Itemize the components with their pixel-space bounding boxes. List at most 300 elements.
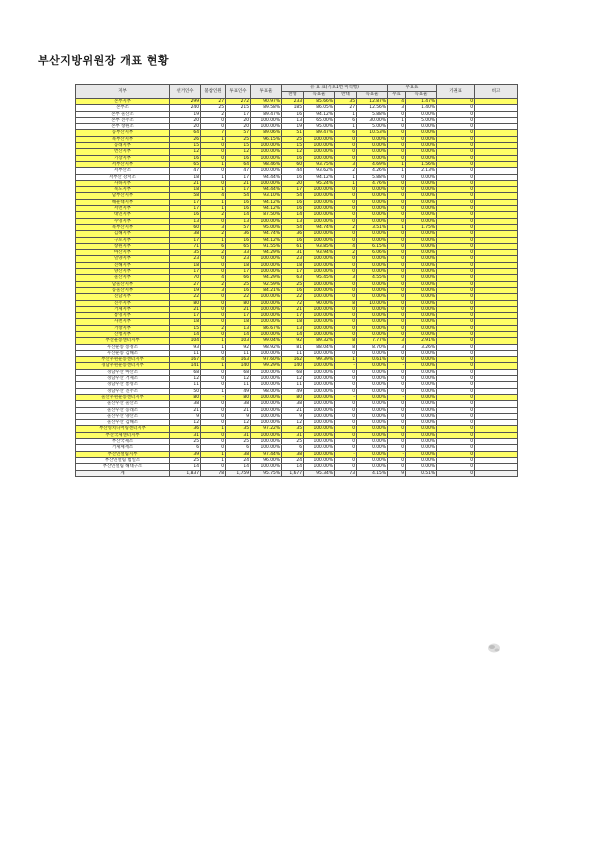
invalid-cell: 0 [388,401,406,407]
yes-rate-cell: 100.00% [304,451,335,457]
no-cell: 0 [335,306,357,312]
turnout-cell: 100.00% [251,256,282,262]
abstain-cell: 0 [437,426,475,432]
yes-rate-cell: 99.39% [304,357,335,363]
absent-cell: 2 [201,111,226,117]
invalid-cell: 0 [388,199,406,205]
abstain-cell: 0 [437,187,475,193]
invalid-rate-cell: 0.00% [406,388,437,394]
no-rate-cell: 0.00% [357,445,388,451]
voters-cell: 80 [226,394,251,400]
yes-rate-cell: 100.00% [304,350,335,356]
voters-cell: 25 [226,136,251,142]
turnout-cell: 92.59% [251,281,282,287]
no-cell: 0 [335,294,357,300]
header-yes-rate: 득표율 [304,92,335,99]
no-cell: 0 [335,281,357,287]
yes-rate-cell: 100.00% [304,319,335,325]
electors-cell: 60 [170,224,201,230]
no-cell: 0 [335,287,357,293]
voters-cell: 21 [226,180,251,186]
invalid-rate-cell: 0.00% [406,357,437,363]
no-cell: 0 [335,237,357,243]
turnout-cell: 90.97% [251,99,282,105]
abstain-cell: 0 [437,382,475,388]
header-electors: 선거인수 [170,85,201,99]
no-rate-cell: 6.15% [357,243,388,249]
no-rate-cell: 0.00% [357,262,388,268]
turnout-cell: 100.00% [251,168,282,174]
abstain-cell: 0 [437,124,475,130]
electors-cell: 80 [170,300,201,306]
turnout-cell: 100.00% [251,149,282,155]
electors-cell: 18 [170,319,201,325]
branch-name-cell: 김해지부 [76,231,170,237]
no-cell: 0 [335,439,357,445]
invalid-rate-cell: 0.00% [406,306,437,312]
absent-cell: 0 [201,149,226,155]
no-cell: 1 [335,180,357,186]
no-cell: 0 [335,262,357,268]
invalid-cell: 0 [388,350,406,356]
yes-cell: 13 [282,218,304,224]
abstain-cell: 0 [437,155,475,161]
voters-cell: 12 [226,376,251,382]
abstain-cell: 0 [437,105,475,111]
electors-cell: 50 [170,388,201,394]
turnout-cell: 100.00% [251,445,282,451]
yes-cell: 19 [282,124,304,130]
invalid-cell: 0 [388,357,406,363]
invalid-rate-cell: 0.00% [406,300,437,306]
turnout-cell: 89.47% [251,111,282,117]
electors-cell: 15 [170,325,201,331]
no-rate-cell: 10.53% [357,130,388,136]
yes-rate-cell: 100.00% [304,193,335,199]
voters-cell: 31 [226,432,251,438]
yes-rate-cell: 100.00% [304,439,335,445]
voters-cell: 272 [226,99,251,105]
yes-rate-cell: 100.00% [304,426,335,432]
yes-rate-cell: 100.00% [304,262,335,268]
absent-cell: 0 [201,376,226,382]
electors-cell: 13 [170,218,201,224]
invalid-cell: 3 [388,344,406,350]
electors-cell: 20 [170,117,201,123]
yes-rate-cell: 100.00% [304,256,335,262]
absent-cell: 1 [201,174,226,180]
no-rate-cell: 12.87% [357,99,388,105]
yes-cell: 15 [282,143,304,149]
no-rate-cell: 0.00% [357,199,388,205]
no-rate-cell: 0.00% [357,413,388,419]
invalid-cell: 0 [388,130,406,136]
yes-cell: 24 [282,457,304,463]
electors-cell: 1,837 [170,470,201,476]
no-cell: 0 [335,401,357,407]
branch-name-cell: 본부 울산소 [76,111,170,117]
electors-cell: 17 [170,269,201,275]
header-yes: 찬성 [282,92,304,99]
electors-cell: 47 [170,168,201,174]
turnout-cell: 86.67% [251,325,282,331]
branch-name-cell: 수영지부 [76,218,170,224]
invalid-cell: 0 [388,457,406,463]
voters-cell: 38 [226,401,251,407]
yes-rate-cell: 95.00% [304,124,335,130]
invalid-rate-cell: 0.00% [406,401,437,407]
absent-cell: 1 [201,388,226,394]
branch-name-cell: 사천지부 [76,319,170,325]
branch-name-cell: 북도지부 [76,187,170,193]
invalid-rate-cell: 0.00% [406,199,437,205]
turnout-cell: 94.44% [251,174,282,180]
turnout-cell: 94.29% [251,275,282,281]
invalid-cell: 1 [388,161,406,167]
no-rate-cell: 0.00% [357,439,388,445]
yes-cell: 17 [282,313,304,319]
no-cell: 0 [335,231,357,237]
turnout-cell: 100.00% [251,155,282,161]
voters-cell: 18 [226,319,251,325]
yes-cell: 31 [282,250,304,256]
absent-cell: 0 [201,439,226,445]
abstain-cell: 0 [437,281,475,287]
yes-cell: 17 [282,187,304,193]
yes-cell: 21 [282,306,304,312]
invalid-cell: 0 [388,155,406,161]
electors-cell: 80 [170,394,201,400]
turnout-cell: 100.00% [251,313,282,319]
absent-cell: 0 [201,269,226,275]
yes-cell: 13 [282,117,304,123]
no-rate-cell: 0.00% [357,457,388,463]
invalid-rate-cell: 0.00% [406,281,437,287]
yes-rate-cell: 100.00% [304,294,335,300]
abstain-cell: 0 [437,224,475,230]
voters-cell: 57 [226,130,251,136]
header-invalid-rate: 득표율 [406,92,437,99]
invalid-rate-cell: 0.00% [406,457,437,463]
no-rate-cell: 0.00% [357,281,388,287]
abstain-cell: 0 [437,407,475,413]
no-cell: 0 [335,413,357,419]
absent-cell: 1 [201,344,226,350]
branch-name-cell: 서부산지부 [76,161,170,167]
no-rate-cell: 0.00% [357,363,388,369]
absent-cell: 0 [201,300,226,306]
branch-name-cell: 진해지부 [76,262,170,268]
abstain-cell: 0 [437,168,475,174]
turnout-cell: 100.00% [251,394,282,400]
absent-cell: 0 [201,413,226,419]
turnout-cell: 96.15% [251,136,282,142]
table-body [76,99,518,477]
abstain-cell: 0 [437,325,475,331]
turnout-cell: 100.00% [251,439,282,445]
electors-cell: 19 [170,287,201,293]
absent-cell: 0 [201,401,226,407]
no-cell: 0 [335,319,357,325]
branch-name-cell: 경남우산 진주소 [76,388,170,394]
invalid-rate-cell: 0.00% [406,363,437,369]
voters-cell: 18 [226,262,251,268]
yes-cell: 162 [282,357,304,363]
voters-cell: 6 [226,445,251,451]
branch-name-cell: 사하지부 [76,180,170,186]
turnout-cell: 100.00% [251,294,282,300]
turnout-cell: 100.00% [251,117,282,123]
absent-cell: 0 [201,464,226,470]
invalid-rate-cell: 0.00% [406,136,437,142]
voters-cell: 16 [226,237,251,243]
invalid-cell: 0 [388,193,406,199]
invalid-rate-cell: 0.00% [406,275,437,281]
turnout-cell: 99.29% [251,363,282,369]
turnout-cell: 97.44% [251,451,282,457]
no-cell: 3 [335,161,357,167]
yes-rate-cell: 100.00% [304,155,335,161]
absent-cell: 0 [201,155,226,161]
yes-rate-cell: 100.00% [304,313,335,319]
absent-cell: 1 [201,363,226,369]
no-rate-cell: 0.00% [357,287,388,293]
no-cell: 4 [335,243,357,249]
invalid-rate-cell: 0.00% [406,250,437,256]
voters-cell: 25 [226,281,251,287]
turnout-cell: 89.06% [251,130,282,136]
no-cell: 1 [335,174,357,180]
yes-cell: 38 [282,401,304,407]
invalid-cell: 0 [388,206,406,212]
absent-cell: 4 [201,357,226,363]
invalid-rate-cell: 0.00% [406,143,437,149]
yes-cell: 92 [282,338,304,344]
voters-cell: 16 [226,155,251,161]
no-cell: 0 [335,464,357,470]
invalid-cell: 0 [388,111,406,117]
yes-cell: 6 [282,445,304,451]
yes-cell: 54 [282,224,304,230]
invalid-cell: 0 [388,269,406,275]
invalid-rate-cell: 0.00% [406,413,437,419]
yes-rate-cell: 100.00% [304,420,335,426]
turnout-cell: 94.44% [251,187,282,193]
electors-cell: 12 [170,420,201,426]
no-rate-cell: 10.00% [357,300,388,306]
yes-rate-cell: 94.74% [304,224,335,230]
absent-cell: 3 [201,224,226,230]
absent-cell: 3 [201,287,226,293]
invalid-rate-cell: 0.00% [406,174,437,180]
voters-cell: 1,759 [226,470,251,476]
no-cell: 0 [335,376,357,382]
yes-cell: 63 [282,275,304,281]
branch-name-cell: 본부지부 [76,99,170,105]
invalid-cell: 0 [388,382,406,388]
invalid-rate-cell: 1.47% [406,99,437,105]
abstain-cell: 0 [437,149,475,155]
yes-rate-cell: 95.45% [304,275,335,281]
yes-cell: 60 [282,161,304,167]
no-rate-cell: 30.00% [357,117,388,123]
abstain-cell: 0 [437,388,475,394]
no-cell: 0 [335,382,357,388]
invalid-cell: 0 [388,407,406,413]
branch-name-cell: 동부산지부 [76,130,170,136]
no-cell: 0 [335,256,357,262]
electors-cell: 27 [170,281,201,287]
turnout-cell: 87.50% [251,212,282,218]
no-rate-cell: 4.55% [357,275,388,281]
no-rate-cell: 5.88% [357,111,388,117]
invalid-cell: 0 [388,388,406,394]
absent-cell: - [201,394,226,400]
invalid-cell: 1 [388,224,406,230]
yes-rate-cell: 85.66% [304,99,335,105]
branch-name-cell: 서부산 강서소 [76,174,170,180]
invalid-cell: 0 [388,237,406,243]
abstain-cell: 0 [437,231,475,237]
electors-cell: 104 [170,338,201,344]
header-invalid-group: 무효표 [388,85,437,92]
branch-name-cell: 부산연설림 해대구소 [76,464,170,470]
no-rate-cell: 4.26% [357,168,388,174]
header-no: 반대 [335,92,357,99]
invalid-rate-cell: 3.26% [406,344,437,350]
voters-cell: 17 [226,187,251,193]
turnout-cell: 97.60% [251,357,282,363]
abstain-cell: 0 [437,117,475,123]
electors-cell: 18 [170,262,201,268]
branch-name-cell: 진남지부 [76,294,170,300]
branch-name-cell: 부산우편운송센터지부 [76,357,170,363]
abstain-cell: 0 [437,199,475,205]
invalid-rate-cell: 0.00% [406,149,437,155]
voters-cell: 66 [226,275,251,281]
invalid-rate-cell: 0.00% [406,319,437,325]
absent-cell: 0 [201,124,226,130]
abstain-cell: 0 [437,174,475,180]
electors-cell: 19 [170,111,201,117]
yes-rate-cell: 100.00% [304,231,335,237]
absent-cell: 1 [201,136,226,142]
branch-name-cell: 경남우산 통영소 [76,382,170,388]
turnout-cell: 95.75% [251,470,282,476]
invalid-rate-cell: 0.00% [406,432,437,438]
voters-cell: 64 [226,161,251,167]
no-cell: 1 [335,124,357,130]
absent-cell: 0 [201,407,226,413]
no-cell: 2 [335,250,357,256]
abstain-cell: 0 [437,212,475,218]
no-rate-cell: 0.00% [357,388,388,394]
branch-name-cell: 울산우편운송센터지부 [76,394,170,400]
invalid-cell: 0 [388,426,406,432]
branch-name-cell: 북부산지부 [76,224,170,230]
turnout-cell: 91.55% [251,243,282,249]
electors-cell: 70 [170,275,201,281]
invalid-cell: 0 [388,149,406,155]
absent-cell: 0 [201,180,226,186]
turnout-cell: 94.74% [251,231,282,237]
yes-rate-cell: 100.00% [304,136,335,142]
abstain-cell: 0 [437,111,475,117]
electors-cell: 31 [170,432,201,438]
branch-name-cell: 통영지부 [76,313,170,319]
absent-cell: 0 [201,218,226,224]
absent-cell: 78 [201,470,226,476]
invalid-cell: 0 [388,212,406,218]
no-rate-cell: 4.76% [357,180,388,186]
invalid-rate-cell: 0.00% [406,269,437,275]
no-cell: 0 [335,426,357,432]
branch-name-cell: 경남우산 마산소 [76,369,170,375]
branch-name-cell: 본부 진주소 [76,117,170,123]
yes-rate-cell: 100.00% [304,269,335,275]
no-cell: 0 [335,331,357,337]
no-rate-cell: 5.00% [357,124,388,130]
no-cell: 6 [335,117,357,123]
yes-cell: 16 [282,287,304,293]
electors-cell: 20 [170,124,201,130]
yes-cell: 9 [282,413,304,419]
invalid-cell: 0 [388,281,406,287]
voters-cell: 49 [226,388,251,394]
branch-name-cell: 산청지부 [76,331,170,337]
electors-cell: 11 [170,382,201,388]
yes-cell: 25 [282,281,304,287]
no-cell: 0 [335,149,357,155]
voters-cell: 14 [226,212,251,218]
invalid-rate-cell: 0.00% [406,464,437,470]
absent-cell: 0 [201,445,226,451]
branch-name-cell: 서부산소 [76,168,170,174]
abstain-cell: 0 [437,243,475,249]
abstain-cell: 0 [437,420,475,426]
invalid-cell: 1 [388,168,406,174]
abstain-cell: 0 [437,218,475,224]
no-cell: 0 [335,206,357,212]
no-rate-cell: 0.00% [357,394,388,400]
invalid-rate-cell: 2.13% [406,168,437,174]
invalid-cell: 0 [388,143,406,149]
turnout-cell: 100.00% [251,180,282,186]
absent-cell: 0 [201,117,226,123]
yes-cell: 16 [282,237,304,243]
no-rate-cell: 3.51% [357,224,388,230]
absent-cell: 0 [201,306,226,312]
electors-cell: 12 [170,376,201,382]
electors-cell: 21 [170,407,201,413]
yes-cell: 11 [282,350,304,356]
no-rate-cell: 0.00% [357,451,388,457]
absent-cell: 1 [201,161,226,167]
electors-cell: 58 [170,193,201,199]
voters-cell: 215 [226,105,251,111]
invalid-cell: 0 [388,432,406,438]
yes-rate-cell: 100.00% [304,212,335,218]
voters-cell: 21 [226,407,251,413]
abstain-cell: 0 [437,143,475,149]
yes-cell: 16 [282,199,304,205]
yes-cell: 72 [282,300,304,306]
invalid-cell: 0 [388,262,406,268]
turnout-cell: 100.00% [251,407,282,413]
branch-name-cell: 밀양지부 [76,256,170,262]
branch-name-cell: 남울산지부 [76,281,170,287]
electors-cell: 14 [170,464,201,470]
